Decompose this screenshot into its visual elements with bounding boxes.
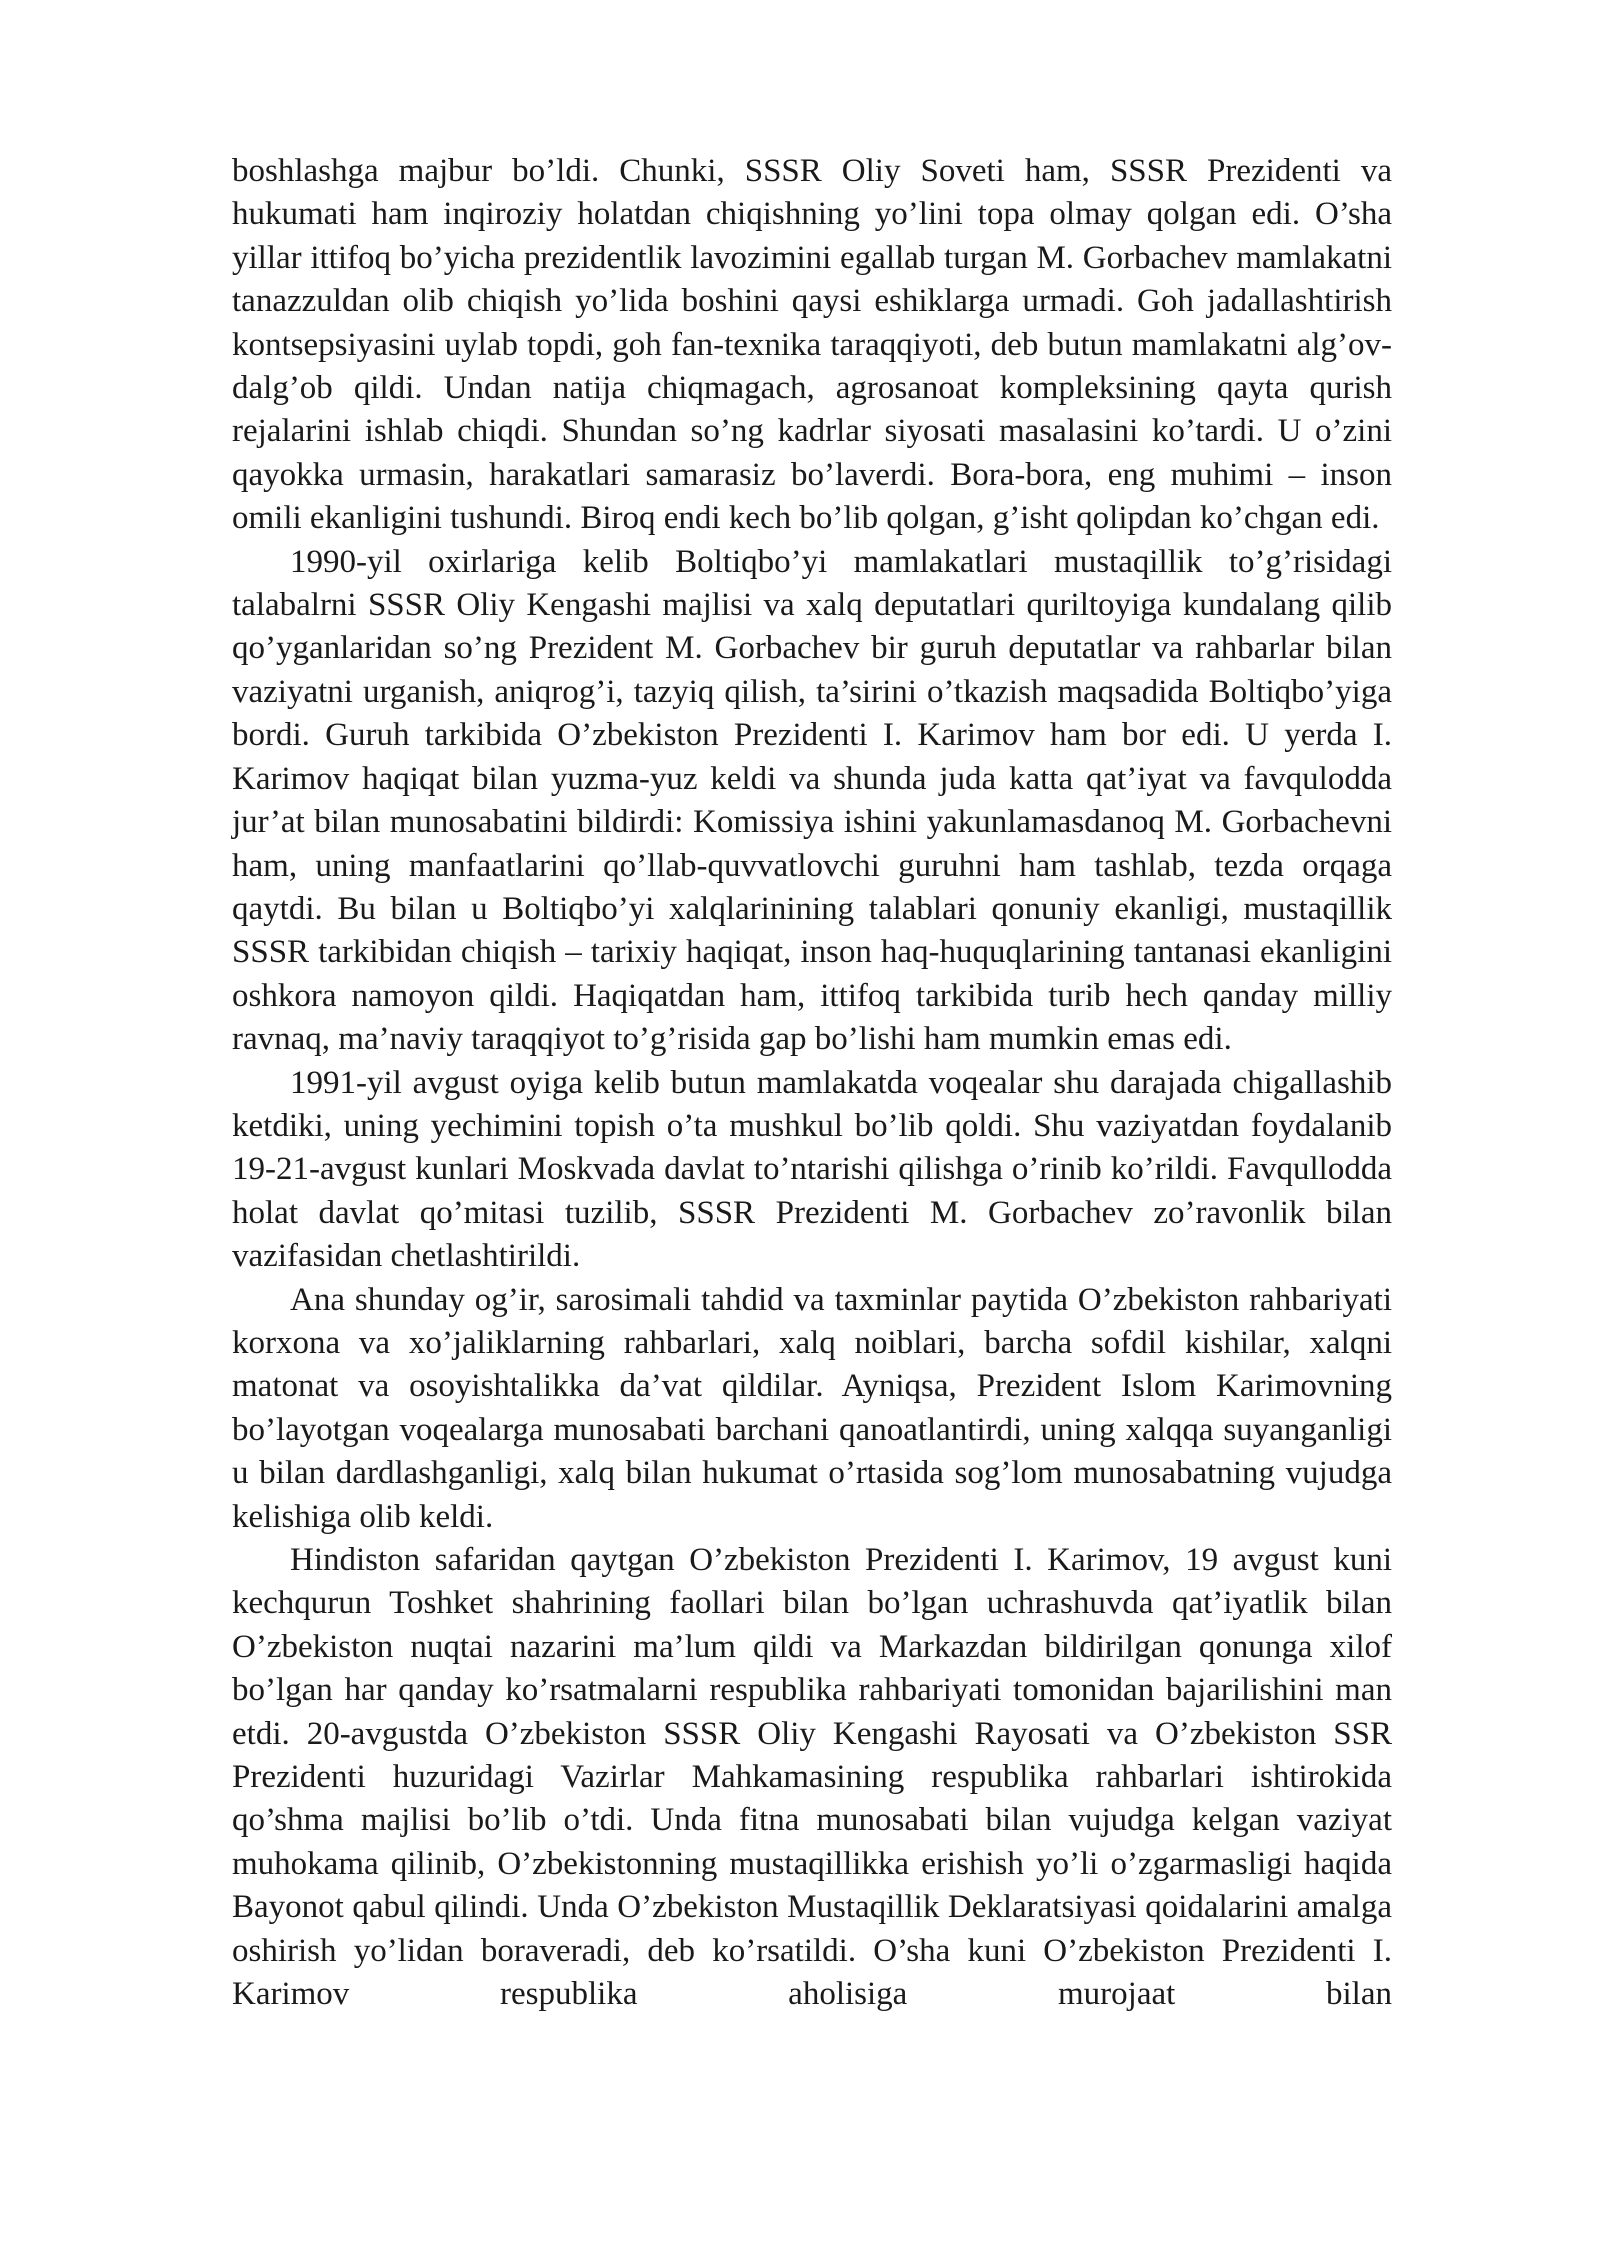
- paragraph: 1990-yil oxirlariga kelib Boltiqbo’yi mamlakatlari mustaqillik to’g’risidagi talabalrni SSSR Oliy Kengashi majlisi va xalq deputatlari quriltoyiga kundalang qilib qo’yganlaridan so’ng Prezident M. Gorbachev bir guruh deputatlar va rahbarlar bilan vaziyatni urganish, aniqrog’i, tazyiq qilish, ta’sirini o’tkazish maqsadida Boltiqbo’yiga bordi. Guruh tarkibida O’zbekiston Prezidenti I. Karimov ham bor edi. U yerda I. Karimov haqiqat bilan yuzma-yuz keldi va shunda juda katta qat’iyat va favqulodda jur’at bilan munosabatini bildirdi: Komissiya ishini yakunlamasdanoq M. Gorbachevni ham, uning manfaatlarini qo’llab-quvvatlovchi guruhni ham tashlab, tezda orqaga qaytdi. Bu bilan u Boltiqbo’yi xalqlarinining talablari qonuniy ekanligi, mustaqillik SSSR tarkibidan chiqish – tarixiy haqiqat, inson haq-huquqlarining tantanasi ekanligini oshkora namoyon qildi. Haqiqatdan ham, ittifoq tarkibida turib hech qanday milliy ravnaq, ma’naviy taraqqiyot to’g’risida gap bo’lishi ham mumkin emas edi.: [232, 543, 1392, 1058]
- paragraph: boshlashga majbur bo’ldi. Chunki, SSSR Oliy Soveti ham, SSSR Prezidenti va hukumati ham inqiroziy holatdan chiqishning yo’lini topa olmay qolgan edi. O’sha yillar ittifoq bo’yicha prezidentlik lavozimini egallab turgan M. Gorbachev mamlakatni tanazzuldan olib chiqish yo’lida boshini qaysi eshiklarga urmadi. Goh jadallashtirish kontsepsiyasini uylab topdi, goh fan-texnika taraqqiyoti, deb butun mamlakatni alg’ov-dalg’ob qildi. Undan natija chiqmagach, agrosanoat kompleksining qayta qurish rejalarini ishlab chiqdi. Shundan so’ng kadrlar siyosati masalasini ko’tardi. U o’zini qayokka urmasin, harakatlari samarasiz bo’laverdi. Bora-bora, eng muhimi – inson omili ekanligini tushundi. Biroq endi kech bo’lib qolgan, g’isht qolipdan ko’chgan edi.: [232, 153, 1392, 537]
- paragraph: Ana shunday og’ir, sarosimali tahdid va taxminlar paytida O’zbekiston rahbariyati korxona va xo’jaliklarning rahbarlari, xalq noiblari, barcha sofdil kishilar, xalqni matonat va osoyishtalikka da’vat qildilar. Ayniqsa, Prezident Islom Karimovning bo’layotgan voqealarga munosabati barchani qanoatlantirdi, uning xalqqa suyanganligi u bilan dardlashganligi, xalq bilan hukumat o’rtasida sog’lom munosabatning vujudga kelishiga olib keldi.: [232, 1281, 1392, 1535]
- paragraph: 1991-yil avgust oyiga kelib butun mamlakatda voqealar shu darajada chigallashib ketdiki, uning yechimini topish o’ta mushkul bo’lib qoldi. Shu vaziyatdan foydalanib 19-21-avgust kunlari Moskvada davlat to’ntarishi qilishga o’rinib ko’rildi. Favqullodda holat davlat qo’mitasi tuzilib, SSSR Prezidenti M. Gorbachev zo’ravonlik bilan vazifasidan chetlashtirildi.: [232, 1064, 1392, 1275]
- paragraph: Hindiston safaridan qaytgan O’zbekiston Prezidenti I. Karimov, 19 avgust kuni kechqurun Toshket shahrining faollari bilan bo’lgan uchrashuvda qat’iyatlik bilan O’zbekiston nuqtai nazarini ma’lum qildi va Markazdan bildirilgan qonunga xilof bo’lgan har qanday ko’rsatmalarni respublika rahbariyati tomonidan bajarilishini man etdi. 20-avgustda O’zbekiston SSSR Oliy Kengashi Rayosati va O’zbekiston SSR Prezidenti huzuridagi Vazirlar Mahkamasining respublika rahbarlari ishtirokida qo’shma majlisi bo’lib o’tdi. Unda fitna munosabati bilan vujudga kelgan vaziyat muhokama qilinib, O’zbekistonning mustaqillikka erishish yo’li o’zgarmasligi haqida Bayonot qabul qilindi. Unda O’zbekiston Mustaqillik Deklaratsiyasi qoidalarini amalga oshirish yo’lidan boraveradi, deb ko’rsatildi. O’sha kuni O’zbekiston Prezidenti I. Karimov respublika aholisiga murojaat bilan: [232, 1542, 1392, 2013]
- document-body: [232, 150, 1392, 2016]
